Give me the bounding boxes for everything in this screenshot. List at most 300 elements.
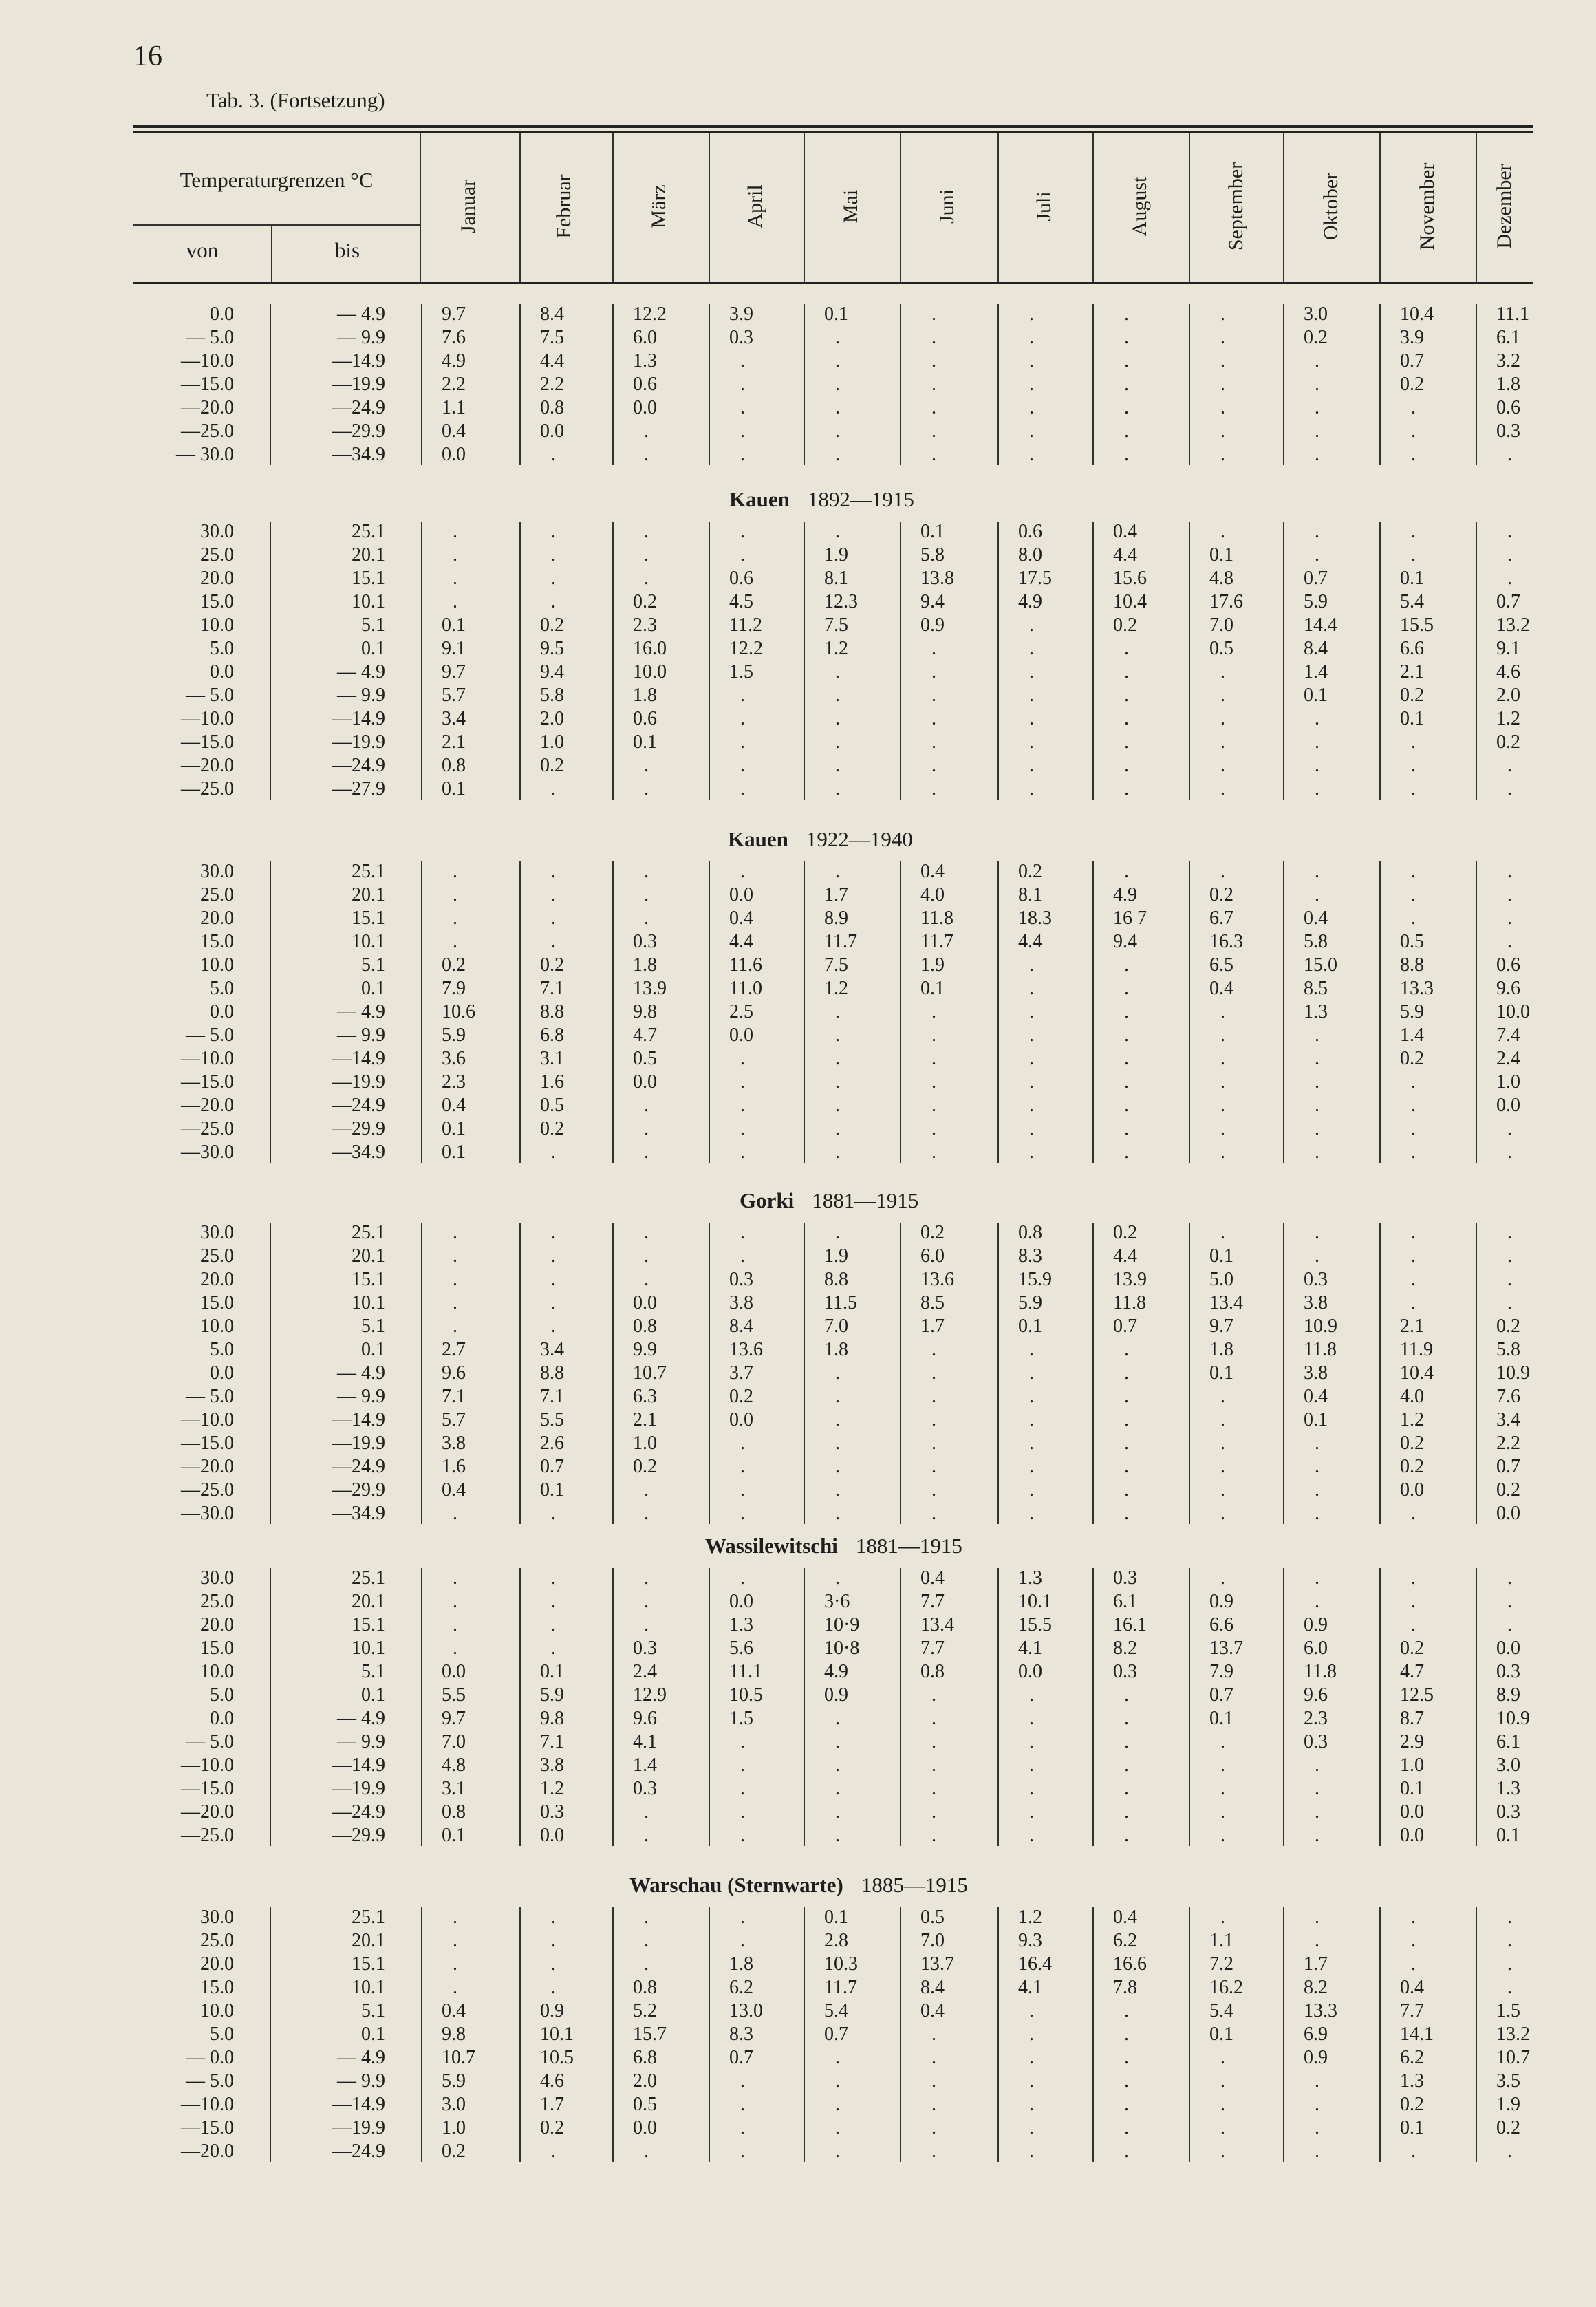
cell-value: 10.9 xyxy=(1304,1316,1337,1337)
cell-value: 4.1 xyxy=(1018,1638,1042,1659)
cell-value: . xyxy=(740,374,745,395)
cell-value: . xyxy=(1315,350,1319,372)
cell-value: . xyxy=(1507,1977,1512,1998)
station-years: 1881—1915 xyxy=(855,1534,962,1558)
cell-value: . xyxy=(453,1930,457,1951)
cell-value: 0.0 xyxy=(442,1661,466,1682)
cell-value: . xyxy=(1124,1755,1129,1776)
cell-value: 1.3 xyxy=(1496,1778,1520,1799)
cell-bis: 20.1 xyxy=(352,1591,385,1612)
cell-value: 13.4 xyxy=(920,1614,954,1635)
cell-value: 0.0 xyxy=(1496,1503,1520,1524)
column-divider xyxy=(1283,304,1284,465)
cell-value: 0.1 xyxy=(824,303,848,325)
cell-von: 10.0 xyxy=(200,2000,234,2021)
cell-value: . xyxy=(1507,1930,1512,1951)
cell-bis: —29.9 xyxy=(332,420,385,442)
cell-bis: —19.9 xyxy=(332,1433,385,1454)
cell-value: . xyxy=(1507,444,1512,465)
station-years: 1892—1915 xyxy=(807,487,914,511)
cell-value: 0.1 xyxy=(1400,2117,1424,2138)
cell-value: 0.0 xyxy=(1400,1479,1424,1501)
cell-value: . xyxy=(551,1953,556,1975)
cell-value: 10.9 xyxy=(1496,1708,1530,1729)
cell-value: 10.9 xyxy=(1496,1362,1530,1384)
column-divider xyxy=(1283,1568,1284,1846)
cell-value: 17.6 xyxy=(1209,591,1243,612)
cell-bis: —29.9 xyxy=(332,1479,385,1501)
cell-value: 0.4 xyxy=(1113,521,1137,542)
cell-value: 11.7 xyxy=(824,931,857,952)
cell-value: . xyxy=(1411,731,1416,753)
cell-bis: — 4.9 xyxy=(337,1708,385,1729)
cell-value: . xyxy=(1124,327,1129,348)
cell-value: . xyxy=(740,2140,745,2162)
cell-value: 6.2 xyxy=(729,1977,753,1998)
cell-value: 0.2 xyxy=(1496,1316,1520,1337)
cell-value: . xyxy=(453,544,457,566)
cell-value: 0.1 xyxy=(1304,685,1328,706)
cell-value: . xyxy=(1124,303,1129,325)
cell-value: 5.9 xyxy=(442,1024,466,1046)
column-divider xyxy=(421,522,422,800)
cell-value: 0.2 xyxy=(1304,327,1328,348)
cell-value: 11.8 xyxy=(1113,1292,1146,1313)
cell-value: . xyxy=(1220,350,1225,372)
cell-von: 5.0 xyxy=(210,978,234,999)
cell-value: 0.9 xyxy=(1304,1614,1328,1635)
cell-value: . xyxy=(1507,1118,1512,1139)
cell-value: 0.1 xyxy=(442,778,466,800)
cell-value: 8.0 xyxy=(1018,544,1042,566)
cell-value: 15.9 xyxy=(1018,1269,1052,1290)
cell-value: 0.6 xyxy=(633,374,657,395)
cell-von: — 5.0 xyxy=(186,685,234,706)
cell-bis: 0.1 xyxy=(361,978,385,999)
cell-bis: —34.9 xyxy=(332,444,385,465)
cell-value: . xyxy=(740,521,745,542)
cell-value: 4.6 xyxy=(1496,661,1520,683)
cell-value: 0.0 xyxy=(633,2117,657,2138)
cell-value: . xyxy=(931,755,936,776)
cell-von: 0.0 xyxy=(210,1708,234,1729)
cell-value: 7.5 xyxy=(824,954,848,976)
cell-value: . xyxy=(1220,1731,1225,1752)
cell-value: . xyxy=(835,1118,840,1139)
cell-value: . xyxy=(1315,1024,1319,1046)
cell-value: . xyxy=(1411,1591,1416,1612)
table-caption: Tab. 3. (Fortsetzung) xyxy=(206,88,385,112)
cell-value: . xyxy=(740,1731,745,1752)
cell-value: . xyxy=(1315,861,1319,882)
cell-value: . xyxy=(644,544,649,566)
cell-value: 17.5 xyxy=(1018,568,1052,589)
cell-value: . xyxy=(1220,1433,1225,1454)
cell-value: 0.5 xyxy=(1209,638,1233,659)
cell-value: . xyxy=(931,1755,936,1776)
cell-value: 0.3 xyxy=(633,931,657,952)
cell-value: . xyxy=(835,420,840,442)
cell-value: 1.3 xyxy=(1400,2070,1424,2092)
cell-value: 0.2 xyxy=(1400,374,1424,395)
cell-value: . xyxy=(1029,1024,1034,1046)
cell-value: 0.4 xyxy=(920,1567,945,1589)
cell-value: . xyxy=(1411,1292,1416,1313)
cell-value: . xyxy=(1411,1071,1416,1093)
cell-bis: —14.9 xyxy=(332,1048,385,1069)
cell-value: . xyxy=(453,591,457,612)
cell-bis: 20.1 xyxy=(352,884,385,905)
cell-bis: —14.9 xyxy=(332,1409,385,1430)
cell-value: 7.7 xyxy=(920,1638,945,1659)
cell-value: . xyxy=(835,1456,840,1477)
cell-value: . xyxy=(453,1591,457,1612)
cell-value: 3.8 xyxy=(1304,1362,1328,1384)
cell-value: 11.6 xyxy=(729,954,762,976)
cell-value: 1.2 xyxy=(1018,1907,1042,1928)
cell-value: . xyxy=(453,1222,457,1243)
cell-value: . xyxy=(1124,397,1129,418)
cell-value: 8.4 xyxy=(920,1977,945,1998)
cell-value: 0.3 xyxy=(540,1801,564,1823)
column-divider xyxy=(1283,522,1284,800)
column-divider xyxy=(1092,522,1094,800)
cell-value: 1.1 xyxy=(442,397,466,418)
cell-value: . xyxy=(931,1433,936,1454)
cell-von: 20.0 xyxy=(200,1614,234,1635)
cell-value: . xyxy=(740,1907,745,1928)
cell-value: 7.4 xyxy=(1496,1024,1520,1046)
cell-value: 0.2 xyxy=(1496,731,1520,753)
cell-value: . xyxy=(1507,1907,1512,1928)
cell-bis: —14.9 xyxy=(332,708,385,729)
cell-value: 0.4 xyxy=(1113,1907,1137,1928)
cell-value: 3.2 xyxy=(1496,350,1520,372)
cell-von: — 5.0 xyxy=(186,1731,234,1752)
cell-value: 14.1 xyxy=(1400,2024,1434,2045)
cell-value: 4.9 xyxy=(1018,591,1042,612)
cell-value: 11.0 xyxy=(729,978,762,999)
cell-value: . xyxy=(835,1433,840,1454)
cell-value: 0.2 xyxy=(729,1386,753,1407)
cell-value: 16.6 xyxy=(1113,1953,1147,1975)
cell-bis: 15.1 xyxy=(352,568,385,589)
cell-value: . xyxy=(740,1755,745,1776)
cell-value: . xyxy=(931,420,936,442)
cell-value: . xyxy=(740,2117,745,2138)
cell-value: 8.9 xyxy=(824,908,848,929)
cell-value: 7.1 xyxy=(540,978,564,999)
cell-value: . xyxy=(1124,755,1129,776)
cell-value: . xyxy=(1220,2117,1225,2138)
month-header-3: März xyxy=(647,184,670,228)
cell-value: 9.3 xyxy=(1018,1930,1042,1951)
cell-value: . xyxy=(1220,1048,1225,1069)
month-header-9: September xyxy=(1224,162,1247,251)
cell-value: . xyxy=(1029,1731,1034,1752)
cell-value: 1.4 xyxy=(633,1755,657,1776)
column-divider xyxy=(1092,1907,1094,2162)
cell-value: . xyxy=(1029,1684,1034,1706)
column-divider xyxy=(998,1568,999,1846)
cell-value: . xyxy=(1220,1001,1225,1022)
cell-value: . xyxy=(740,1118,745,1139)
cell-value: 0.3 xyxy=(1113,1567,1137,1589)
cell-value: . xyxy=(1315,521,1319,542)
column-divider xyxy=(1189,1568,1190,1846)
cell-value: . xyxy=(1124,1503,1129,1524)
cell-value: . xyxy=(740,1801,745,1823)
cell-value: . xyxy=(1315,397,1319,418)
cell-von: —10.0 xyxy=(181,1048,234,1069)
column-divider xyxy=(1092,304,1094,465)
cell-value: . xyxy=(1507,1614,1512,1635)
column-divider xyxy=(998,1223,999,1524)
column-divider xyxy=(1283,1907,1284,2162)
cell-value: . xyxy=(1315,1567,1319,1589)
cell-value: 4.0 xyxy=(920,884,945,905)
cell-value: 2.7 xyxy=(442,1339,466,1360)
top-rule-thick xyxy=(133,125,1533,128)
cell-value: 6.1 xyxy=(1113,1591,1137,1612)
cell-value: 11.7 xyxy=(824,1977,857,1998)
cell-value: . xyxy=(1411,1269,1416,1290)
cell-value: 9.8 xyxy=(540,1708,564,1729)
cell-von: —15.0 xyxy=(181,2117,234,2138)
cell-value: 0.1 xyxy=(1209,2024,1233,2045)
cell-value: . xyxy=(1220,397,1225,418)
cell-value: . xyxy=(1124,1433,1129,1454)
cell-value: . xyxy=(1411,420,1416,442)
cell-value: . xyxy=(551,1269,556,1290)
column-divider xyxy=(519,304,521,465)
cell-value: 11.9 xyxy=(1400,1339,1433,1360)
cell-value: . xyxy=(740,1433,745,1454)
cell-value: 4.1 xyxy=(1018,1977,1042,1998)
cell-value: . xyxy=(453,1269,457,1290)
cell-value: . xyxy=(835,1825,840,1846)
cell-value: 9.6 xyxy=(1496,978,1520,999)
cell-value: . xyxy=(835,1755,840,1776)
cell-value: 7.7 xyxy=(1400,2000,1424,2021)
cell-value: . xyxy=(835,1708,840,1729)
cell-value: 9.7 xyxy=(1209,1316,1233,1337)
cell-value: 0.2 xyxy=(442,2140,466,2162)
cell-value: 9.7 xyxy=(442,303,466,325)
cell-value: 0.6 xyxy=(1496,397,1520,418)
cell-value: . xyxy=(1507,1953,1512,1975)
cell-value: 0.4 xyxy=(442,420,466,442)
cell-value: . xyxy=(1315,444,1319,465)
cell-von: —30.0 xyxy=(181,1141,234,1163)
cell-value: . xyxy=(1507,1245,1512,1267)
cell-value: 6.6 xyxy=(1400,638,1424,659)
cell-von: 15.0 xyxy=(200,1638,234,1659)
cell-value: 10.4 xyxy=(1400,1362,1434,1384)
cell-bis: —29.9 xyxy=(332,1118,385,1139)
cell-value: 8.8 xyxy=(540,1362,564,1384)
cell-value: . xyxy=(1507,544,1512,566)
cell-value: . xyxy=(551,1141,556,1163)
cell-value: 1.3 xyxy=(1018,1567,1042,1589)
column-divider xyxy=(519,1223,521,1524)
cell-value: . xyxy=(1507,908,1512,929)
cell-value: . xyxy=(1029,1362,1034,1384)
cell-bis: 0.1 xyxy=(361,2024,385,2045)
cell-value: . xyxy=(1411,521,1416,542)
month-header-12: Dezember xyxy=(1492,164,1516,249)
cell-value: . xyxy=(644,778,649,800)
cell-value: 9.4 xyxy=(540,661,564,683)
column-divider xyxy=(421,1568,422,1846)
header-column-divider xyxy=(709,133,710,282)
cell-bis: —29.9 xyxy=(332,1825,385,1846)
cell-value: 13.3 xyxy=(1400,978,1434,999)
cell-value: . xyxy=(1315,1479,1319,1501)
cell-value: 2.4 xyxy=(633,1661,657,1682)
cell-value: . xyxy=(1029,1708,1034,1729)
cell-value: . xyxy=(1315,1503,1319,1524)
column-divider xyxy=(1283,1223,1284,1524)
cell-value: 5.9 xyxy=(1304,591,1328,612)
cell-value: 3.1 xyxy=(442,1778,466,1799)
cell-bis: 0.1 xyxy=(361,1339,385,1360)
cell-value: . xyxy=(1315,2117,1319,2138)
cell-value: 8.5 xyxy=(920,1292,945,1313)
cell-value: 0.7 xyxy=(1400,350,1424,372)
cell-value: 18.3 xyxy=(1018,908,1052,929)
cell-value: . xyxy=(1507,931,1512,952)
cell-value: 8.2 xyxy=(1304,1977,1328,1998)
cell-value: . xyxy=(931,1071,936,1093)
cell-value: 6.0 xyxy=(633,327,657,348)
cell-value: 1.3 xyxy=(729,1614,753,1635)
cell-value: 1.8 xyxy=(729,1953,753,1975)
cell-value: . xyxy=(1124,978,1129,999)
cell-value: . xyxy=(1124,638,1129,659)
cell-value: . xyxy=(931,1141,936,1163)
column-divider xyxy=(1379,522,1381,800)
cell-value: 4.4 xyxy=(1018,931,1042,952)
cell-value: 1.0 xyxy=(1400,1755,1424,1776)
column-divider xyxy=(1476,522,1477,800)
cell-value: . xyxy=(551,884,556,905)
cell-value: . xyxy=(931,1409,936,1430)
cell-value: 9.6 xyxy=(1304,1684,1328,1706)
cell-value: . xyxy=(551,1907,556,1928)
cell-von: —20.0 xyxy=(181,397,234,418)
column-divider xyxy=(270,304,271,465)
column-divider xyxy=(1476,861,1477,1163)
cell-value: 11.8 xyxy=(1304,1339,1337,1360)
header-column-divider xyxy=(804,133,805,282)
cell-value: 0.0 xyxy=(1496,1095,1520,1116)
cell-value: . xyxy=(644,1479,649,1501)
cell-value: . xyxy=(740,1071,745,1093)
cell-value: . xyxy=(644,884,649,905)
cell-value: . xyxy=(1029,638,1034,659)
cell-value: 9.7 xyxy=(442,1708,466,1729)
cell-value: 0.1 xyxy=(633,731,657,753)
cell-von: 0.0 xyxy=(210,1362,234,1384)
cell-value: . xyxy=(551,2140,556,2162)
cell-value: . xyxy=(835,731,840,753)
cell-value: 13.2 xyxy=(1496,2024,1530,2045)
cell-value: . xyxy=(551,1245,556,1267)
cell-value: . xyxy=(1220,1386,1225,1407)
cell-von: —15.0 xyxy=(181,731,234,753)
cell-bis: —27.9 xyxy=(332,778,385,800)
cell-von: 10.0 xyxy=(200,1316,234,1337)
cell-value: . xyxy=(835,685,840,706)
cell-value: . xyxy=(1411,1567,1416,1589)
cell-value: . xyxy=(1124,2117,1129,2138)
cell-value: 0.2 xyxy=(1018,861,1042,882)
month-header-8: August xyxy=(1128,176,1151,237)
cell-value: . xyxy=(453,568,457,589)
cell-value: . xyxy=(931,303,936,325)
cell-value: 9.5 xyxy=(540,638,564,659)
cell-bis: — 9.9 xyxy=(337,1024,385,1046)
cell-value: 0.1 xyxy=(920,978,945,999)
cell-value: . xyxy=(644,1222,649,1243)
cell-value: . xyxy=(453,1245,457,1267)
cell-bis: —24.9 xyxy=(332,1801,385,1823)
cell-von: 0.0 xyxy=(210,303,234,325)
cell-value: . xyxy=(1507,1269,1512,1290)
cell-value: 5.9 xyxy=(1018,1292,1042,1313)
column-divider xyxy=(270,861,271,1163)
cell-value: . xyxy=(835,350,840,372)
cell-value: . xyxy=(931,1362,936,1384)
cell-bis: —14.9 xyxy=(332,2094,385,2115)
cell-value: . xyxy=(1124,374,1129,395)
cell-value: 9.6 xyxy=(442,1362,466,1384)
column-divider xyxy=(270,1568,271,1846)
cell-value: . xyxy=(453,1503,457,1524)
cell-value: . xyxy=(740,1095,745,1116)
column-divider xyxy=(612,304,614,465)
cell-value: . xyxy=(931,1708,936,1729)
cell-von: —10.0 xyxy=(181,1755,234,1776)
cell-value: . xyxy=(1507,1567,1512,1589)
cell-bis: —24.9 xyxy=(332,2140,385,2162)
cell-value: 2.4 xyxy=(1496,1048,1520,1069)
cell-value: . xyxy=(835,1095,840,1116)
cell-value: 7.1 xyxy=(442,1386,466,1407)
cell-value: . xyxy=(1124,2024,1129,2045)
month-header-1: Januar xyxy=(457,179,479,234)
cell-value: 3·6 xyxy=(824,1591,850,1612)
cell-value: 1.1 xyxy=(1209,1930,1233,1951)
column-divider xyxy=(421,304,422,465)
column-divider xyxy=(900,861,901,1163)
cell-value: . xyxy=(740,1778,745,1799)
cell-value: . xyxy=(1029,1048,1034,1069)
cell-bis: — 9.9 xyxy=(337,685,385,706)
cell-value: . xyxy=(740,755,745,776)
cell-value: . xyxy=(835,1048,840,1069)
cell-value: . xyxy=(1124,1778,1129,1799)
cell-value: . xyxy=(835,1071,840,1093)
cell-von: 10.0 xyxy=(200,954,234,976)
cell-value: 5.2 xyxy=(633,2000,657,2021)
column-divider xyxy=(1476,1907,1477,2162)
cell-value: . xyxy=(1029,661,1034,683)
cell-value: 5.8 xyxy=(920,544,945,566)
cell-bis: —19.9 xyxy=(332,374,385,395)
cell-value: . xyxy=(835,397,840,418)
